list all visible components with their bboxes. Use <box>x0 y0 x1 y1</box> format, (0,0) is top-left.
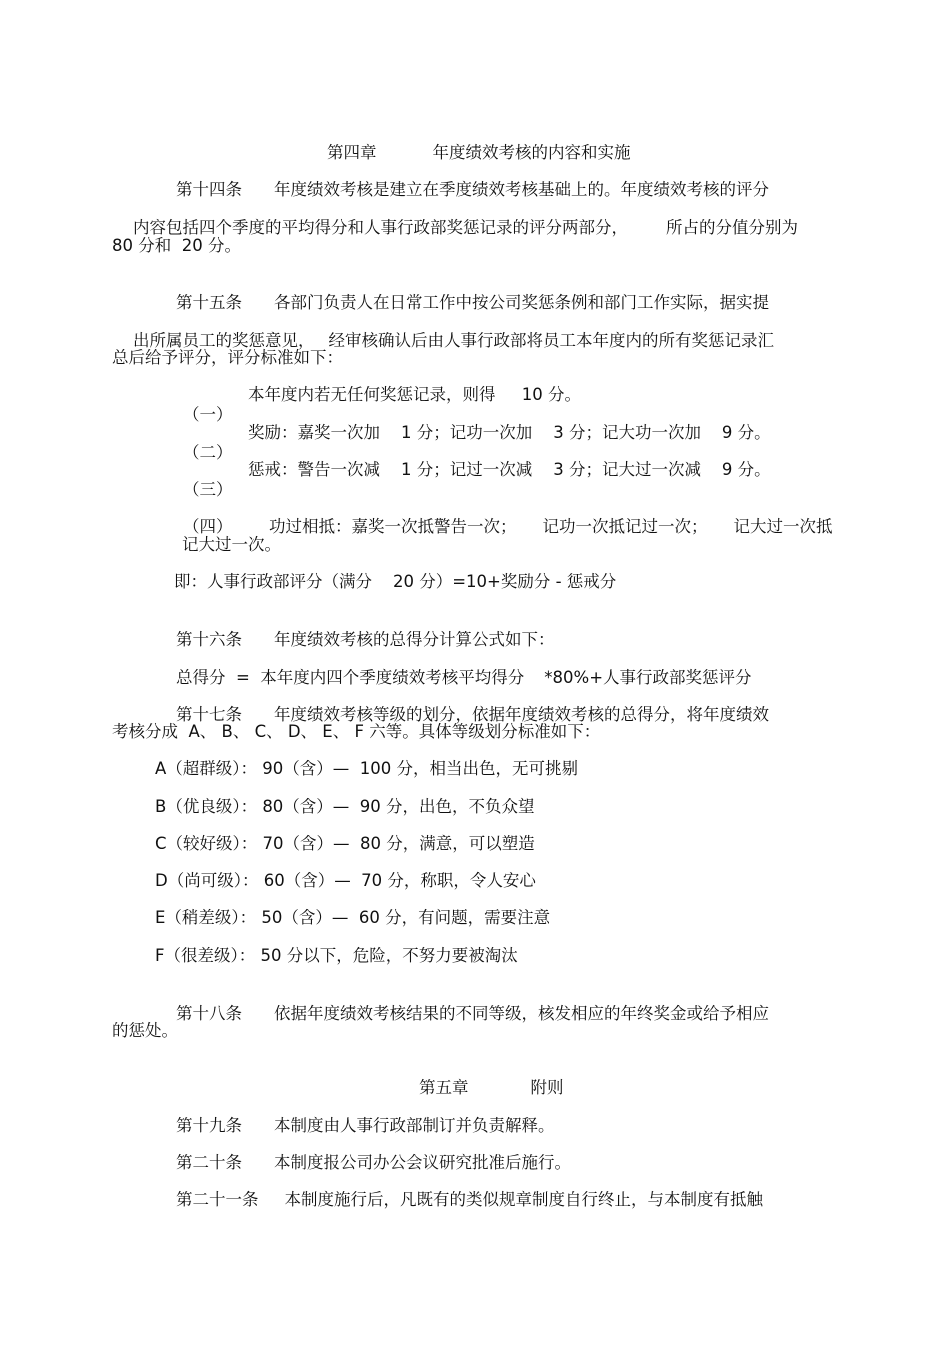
list-item-number: （二） <box>182 443 233 462</box>
chapter-4-label: 第四章 <box>326 143 377 162</box>
article-14-line-3: 80 分和 20 分。 <box>112 236 241 255</box>
article-15-line-1: 第十五条 各部门负责人在日常工作中按公司奖惩条例和部门工作实际，据实提 <box>175 293 769 312</box>
article-18-label: 第十八条 <box>175 1004 242 1023</box>
article-14-label: 第十四条 <box>175 180 242 199</box>
article-15-line-3: 总后给予评分，评分标准如下： <box>112 348 343 367</box>
article-17-line-2: 考核分成 A、 B、 C、 D、 E、 F 六等。具体等级划分标准如下： <box>112 722 601 741</box>
article-16-label: 第十六条 <box>175 630 242 649</box>
article-19: 第十九条 本制度由人事行政部制订并负责解释。 <box>175 1116 555 1135</box>
article-15-label: 第十五条 <box>175 293 242 312</box>
article-21-label: 第二十一条 <box>175 1190 259 1209</box>
list-item-continuation: 记大过一次。 <box>182 535 281 554</box>
article-19-label: 第十九条 <box>175 1116 242 1135</box>
score-formula: 即：人事行政部评分（满分 20 分）=10+奖励分 - 惩戒分 <box>174 572 617 591</box>
article-14-line-1: 第十四条 年度绩效考核是建立在季度绩效考核基础上的。年度绩效考核的评分 <box>175 180 769 199</box>
grade-item: F（很差级）： 50 分以下，危险，不努力要被淘汰 <box>155 946 518 965</box>
article-20: 第二十条 本制度报公司办公会议研究批准后施行。 <box>175 1153 571 1172</box>
list-item-number: （四） <box>182 517 233 536</box>
list-item-text: 奖励：嘉奖一次加 1 分；记功一次加 3 分；记大功一次加 9 分。 <box>248 423 771 442</box>
grade-item: E（稍差级）： 50（含）— 60 分，有问题，需要注意 <box>155 908 551 927</box>
chapter-5-label: 第五章 <box>418 1078 469 1097</box>
list-item-number: （三） <box>182 480 233 499</box>
list-item-text: 惩戒：警告一次减 1 分；记过一次减 3 分；记大过一次减 9 分。 <box>248 460 771 479</box>
chapter-4-title: 年度绩效考核的内容和实施 <box>432 143 631 162</box>
article-18-line-1: 第十八条 依据年度绩效考核结果的不同等级，核发相应的年终奖金或给予相应 <box>175 1004 769 1023</box>
article-16-line-1: 第十六条 年度绩效考核的总得分计算公式如下： <box>175 630 555 649</box>
article-17-label: 第十七条 <box>175 705 242 724</box>
chapter-5-title: 附则 <box>530 1078 564 1097</box>
grade-item: C（较好级）： 70（含）— 80 分，满意，可以塑造 <box>155 834 535 853</box>
grade-item: A（超群级）： 90（含）— 100 分，相当出色，无可挑剔 <box>155 759 579 778</box>
grade-item: B（优良级）： 80（含）— 90 分，出色，不负众望 <box>155 797 535 816</box>
list-item-number: （一） <box>182 405 233 424</box>
list-item-text: 本年度内若无任何奖惩记录，则得 10 分。 <box>248 385 581 404</box>
article-14-line-2: 内容包括四个季度的平均得分和人事行政部奖惩记录的评分两部分， 所占的分值分别为 <box>132 218 798 237</box>
total-score-formula: 总得分 = 本年度内四个季度绩效考核平均得分 *80%+人事行政部奖惩评分 <box>175 668 752 687</box>
list-item-text: 功过相抵：嘉奖一次抵警告一次； 记功一次抵记过一次； 记大过一次抵 <box>268 517 833 536</box>
article-20-label: 第二十条 <box>175 1153 242 1172</box>
article-18-line-2: 的惩处。 <box>112 1021 178 1040</box>
article-21: 第二十一条 本制度施行后，凡既有的类似规章制度自行终止，与本制度有抵触 <box>175 1190 763 1209</box>
article-15-line-2: 出所属员工的奖惩意见， 经审核确认后由人事行政部将员工本年度内的所有奖惩记录汇 <box>132 331 774 350</box>
grade-item: D（尚可级）： 60（含）— 70 分，称职，令人安心 <box>155 871 536 890</box>
article-17-line-1: 第十七条 年度绩效考核等级的划分，依据年度绩效考核的总得分，将年度绩效 <box>175 705 769 724</box>
